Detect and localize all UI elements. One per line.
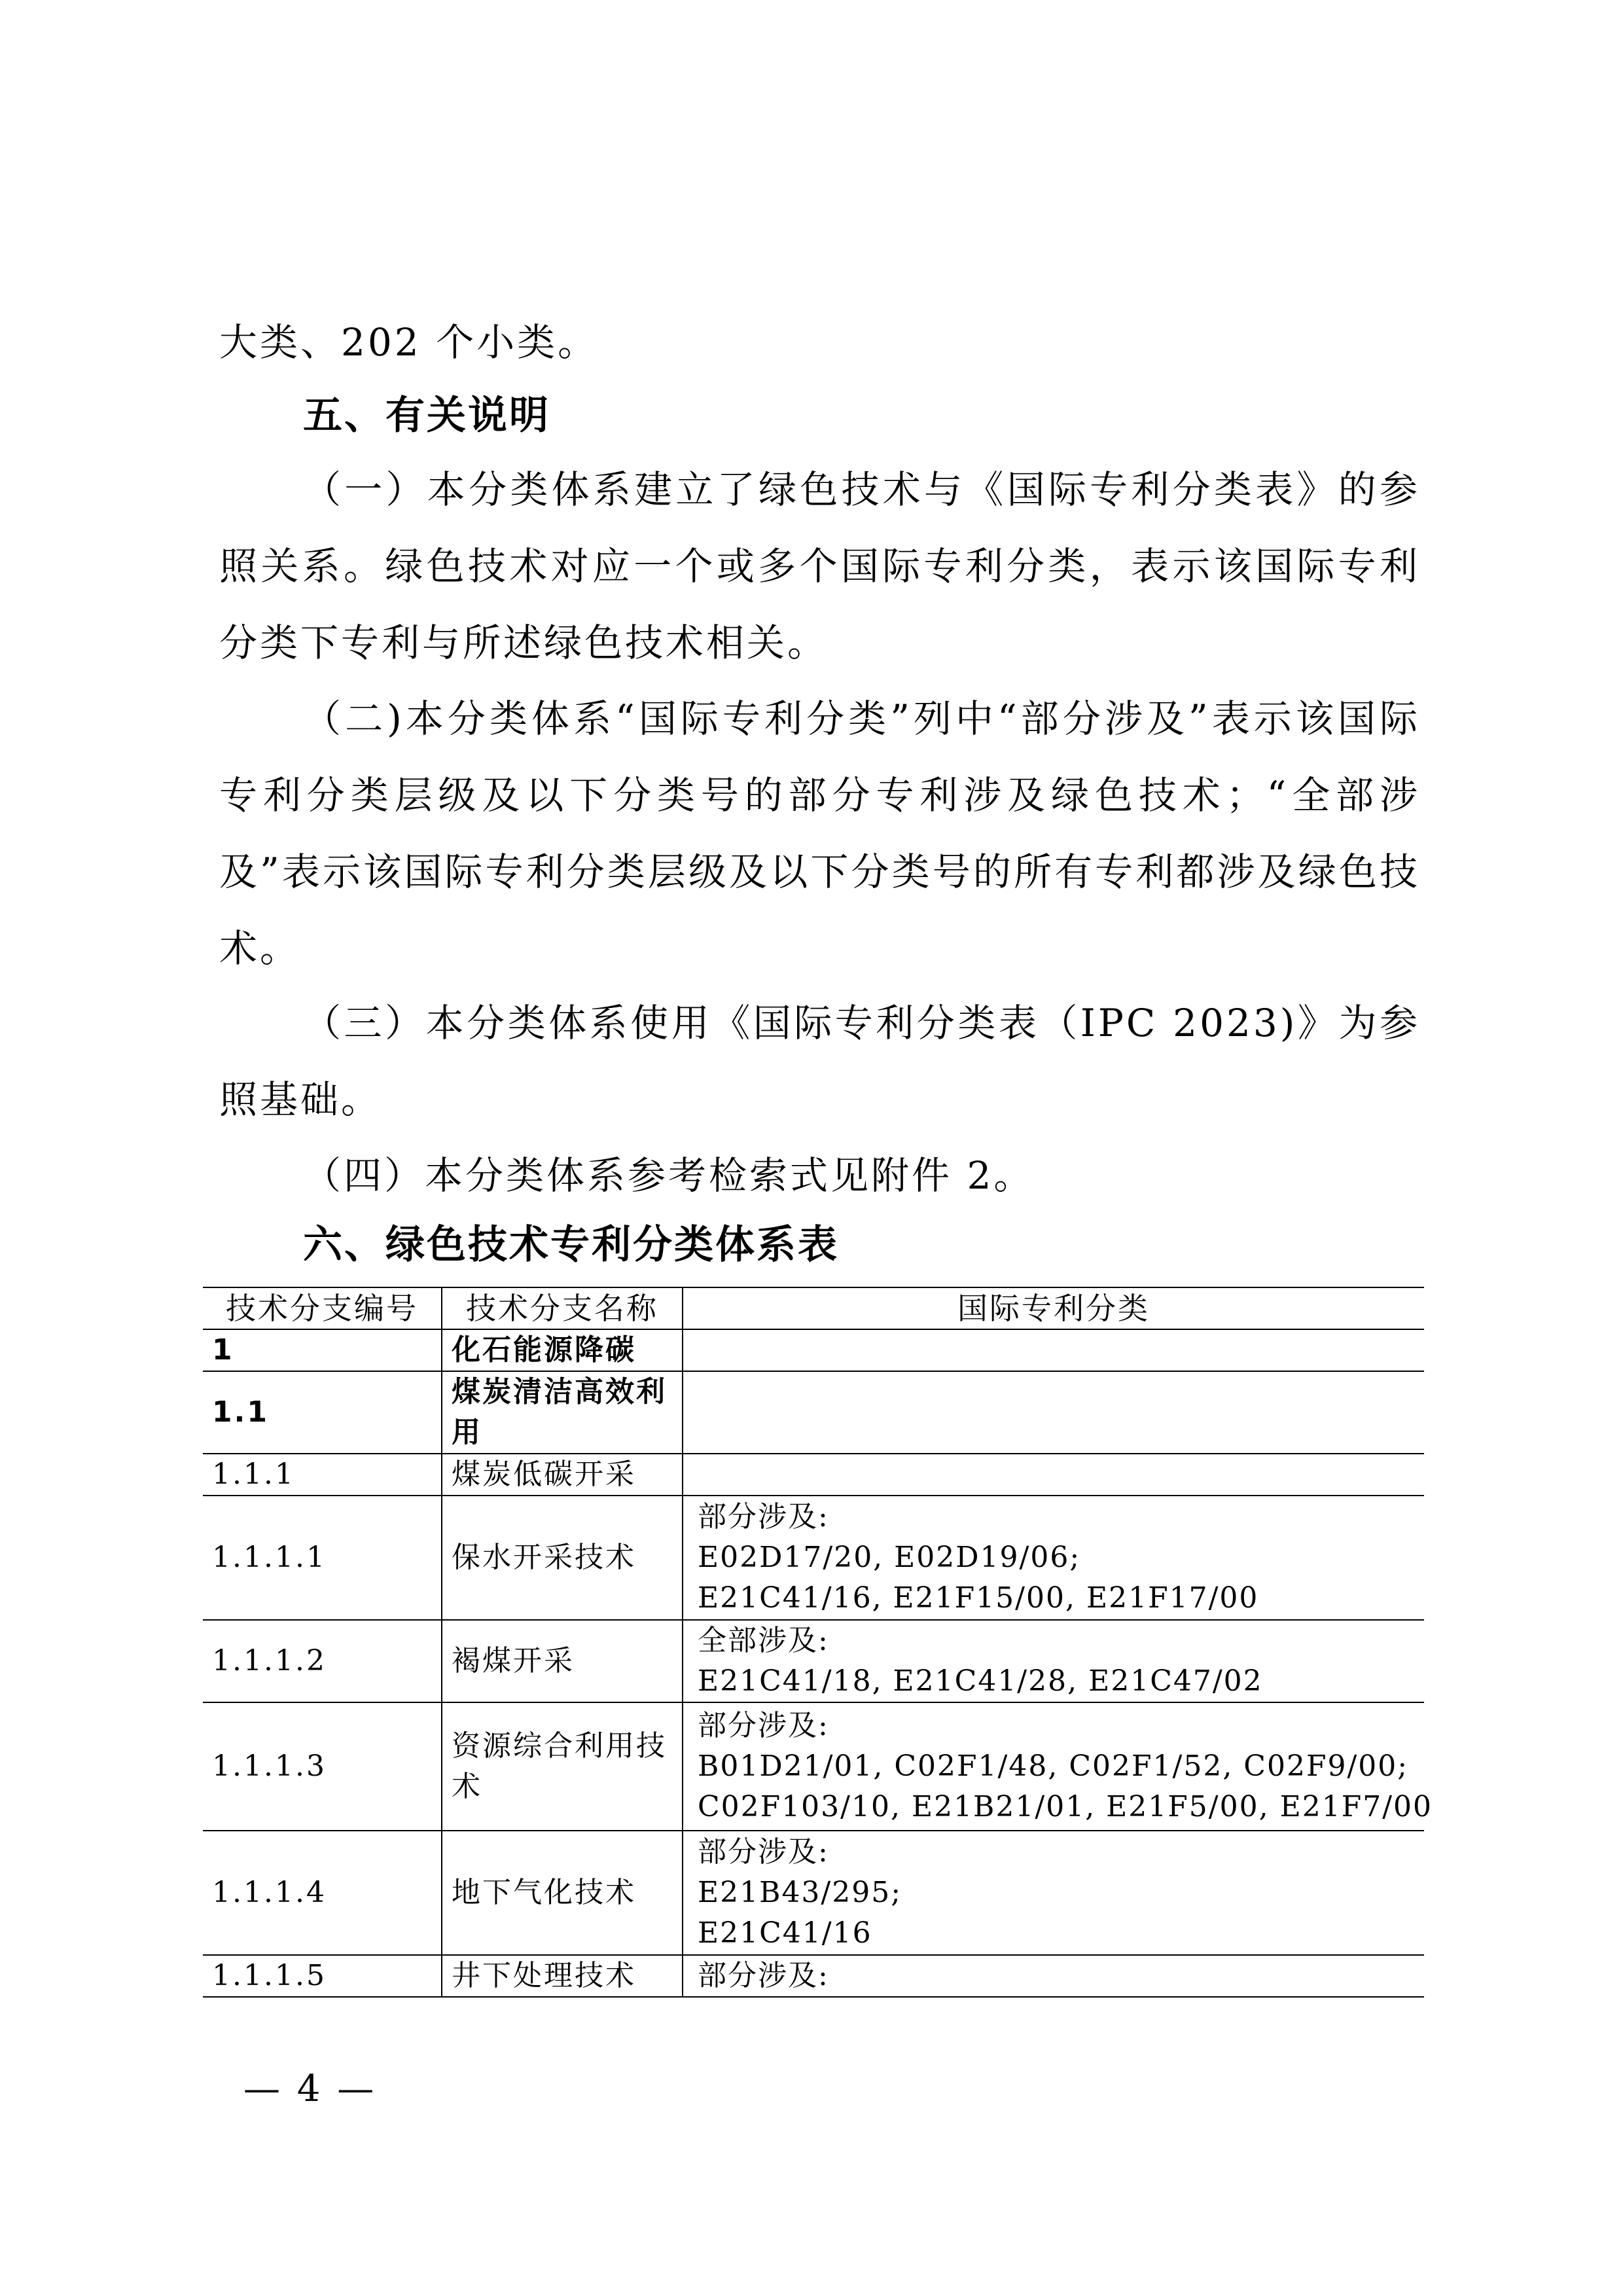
ipc-line: 部分涉及: [698, 1959, 829, 1992]
row-ipc [683, 1329, 1424, 1371]
table-row [203, 1496, 1424, 1620]
ipc-line: E02D17/20, E02D19/06; [698, 1541, 1081, 1574]
row-ipc [683, 1955, 1424, 1997]
row-code: 1.1.1.2 [203, 1620, 442, 1702]
paragraph-note-2: （二)本分类体系“国际专利分类”列中“部分涉及”表示该国际专利分类层级及以下分类号的部分专利涉及绿色技术；“全部涉及”表示该国际专利分类层级及以下分类号的所有专利都涉及绿色技术。 [219, 696, 1420, 971]
table-row [203, 1371, 1424, 1454]
page-number: — 4 — [243, 2068, 377, 2110]
row-code: 1.1.1 [203, 1454, 442, 1496]
paragraph-note-1: （一）本分类体系建立了绿色技术与《国际专利分类表》的参照关系。绿色技术对应一个或多个国际专利分类，表示该国际专利分类下专利与所述绿色技术相关。 [219, 467, 1420, 665]
table-row [203, 1955, 1424, 1997]
row-name: 煤炭清洁高效利用 [442, 1371, 683, 1454]
table-row [203, 1329, 1424, 1371]
header-ipc: 国际专利分类 [683, 1287, 1424, 1329]
paragraph-continuation: 大类、202 个小类。 [219, 320, 599, 365]
row-ipc [683, 1371, 1424, 1454]
row-name: 地下气化技术 [442, 1831, 683, 1955]
row-code: 1.1 [203, 1371, 442, 1454]
ipc-line: E21C41/16, E21F15/00, E21F17/00 [698, 1581, 1259, 1615]
row-ipc [683, 1496, 1424, 1620]
row-name: 煤炭低碳开采 [442, 1454, 683, 1496]
row-name: 化石能源降碳 [442, 1329, 683, 1371]
paragraph-note-3: （三）本分类体系使用《国际专利分类表（IPC 2023)》为参照基础。 [219, 1001, 1420, 1122]
section-heading-5: 五、有关说明 [303, 393, 550, 439]
row-code: 1.1.1.4 [203, 1831, 442, 1955]
paragraph-note-4: （四）本分类体系参考检索式见附件 2。 [303, 1153, 1035, 1198]
ipc-line: C02F103/10, E21B21/01, E21F5/00, E21F7/00 [698, 1790, 1433, 1823]
row-name: 资源综合利用技术 [442, 1702, 683, 1831]
table-row [203, 1831, 1424, 1955]
header-code: 技术分支编号 [203, 1287, 442, 1329]
row-code: 1 [203, 1329, 442, 1371]
row-code: 1.1.1.5 [203, 1955, 442, 1997]
row-name: 保水开采技术 [442, 1496, 683, 1620]
row-code: 1.1.1.3 [203, 1702, 442, 1831]
section-heading-6: 六、绿色技术专利分类体系表 [303, 1222, 839, 1268]
table-row [203, 1620, 1424, 1702]
table-row [203, 1454, 1424, 1496]
table-header-row [203, 1287, 1424, 1329]
ipc-line: E21C41/16 [698, 1916, 872, 1950]
header-name: 技术分支名称 [442, 1287, 683, 1329]
table-row [203, 1702, 1424, 1831]
row-name: 褐煤开采 [442, 1620, 683, 1702]
row-ipc [683, 1454, 1424, 1496]
table-body [203, 1329, 1433, 1997]
ipc-line: B01D21/01, C02F1/48, C02F1/52, C02F9/00; [698, 1749, 1409, 1783]
row-ipc [683, 1702, 1433, 1831]
ipc-line: 部分涉及: [698, 1835, 829, 1869]
ipc-line: 部分涉及: [698, 1500, 829, 1534]
ipc-line: E21B43/295; [698, 1876, 902, 1909]
row-code: 1.1.1.1 [203, 1496, 442, 1620]
ipc-line: E21C41/18, E21C41/28, E21C47/02 [698, 1664, 1263, 1698]
row-ipc [683, 1831, 1424, 1955]
ipc-line: 全部涉及: [698, 1624, 829, 1657]
row-ipc [683, 1620, 1424, 1702]
ipc-line: 部分涉及: [698, 1709, 829, 1742]
classification-table [203, 1287, 1433, 1998]
row-name: 井下处理技术 [442, 1955, 683, 1997]
